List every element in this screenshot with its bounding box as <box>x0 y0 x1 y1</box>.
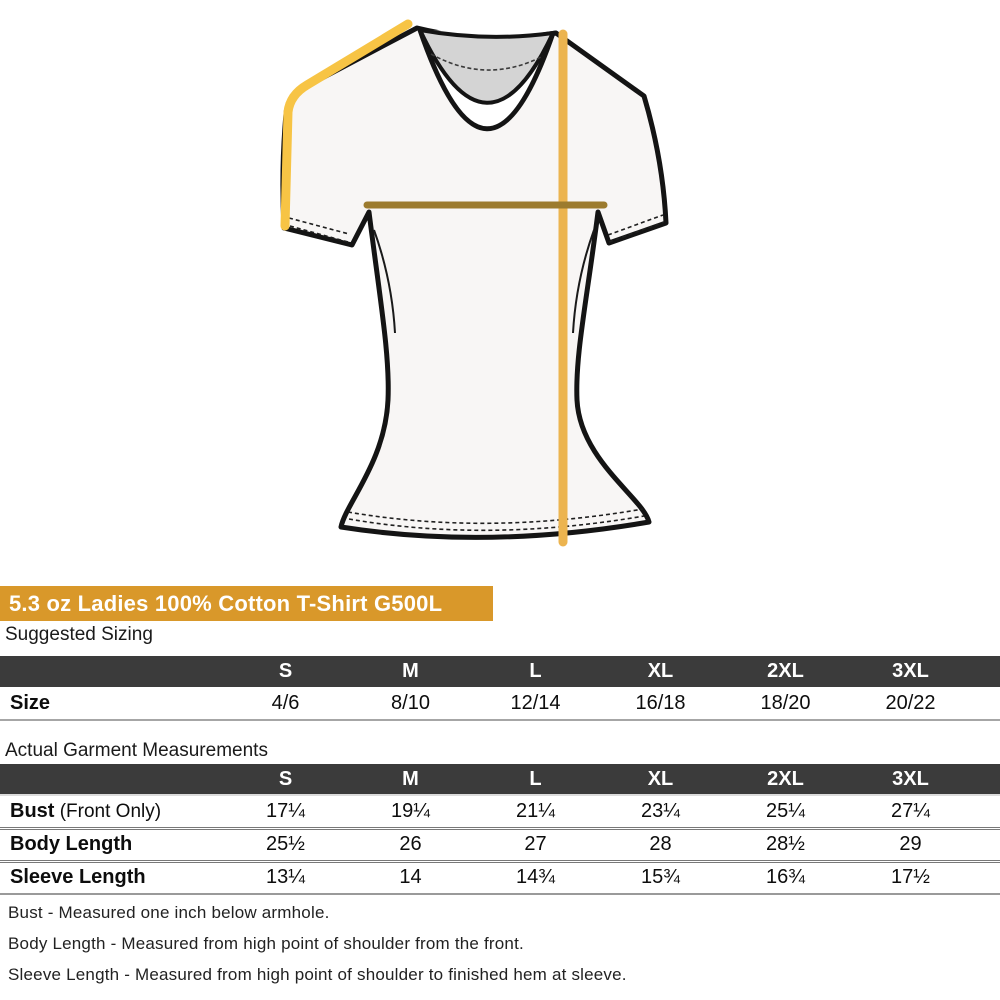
sleeve-length-row-label: Sleeve Length <box>0 861 223 894</box>
header-empty-cell <box>0 764 223 795</box>
bust-value: 21¼ <box>473 795 598 828</box>
sleeve-length-value: 15¾ <box>598 861 723 894</box>
bust-value: 23¼ <box>598 795 723 828</box>
size-value: 12/14 <box>473 687 598 720</box>
body-length-row-label: Body Length <box>0 828 223 861</box>
garment-measurements-table <box>0 764 1000 895</box>
column-header-s: S <box>223 656 348 687</box>
size-pad-cell <box>973 687 1000 720</box>
column-header-m: M <box>348 656 473 687</box>
column-header-m: M <box>348 764 473 795</box>
header-pad-cell <box>973 656 1000 687</box>
size-value: 8/10 <box>348 687 473 720</box>
column-header-3xl: 3XL <box>848 764 973 795</box>
sleeve-length-row <box>0 861 1000 894</box>
column-header-s: S <box>223 764 348 795</box>
size-value: 20/22 <box>848 687 973 720</box>
product-title-bar <box>0 586 493 621</box>
body-length-row <box>0 828 1000 861</box>
sleeve-length-value: 13¼ <box>223 861 348 894</box>
sleeve-length-footnote: Sleeve Length - Measured from high point of shoulder to finished hem at sleeve. <box>8 965 627 984</box>
bust-footnote: Bust - Measured one inch below armhole. <box>8 903 330 922</box>
header-pad-cell <box>973 764 1000 795</box>
size-value: 18/20 <box>723 687 848 720</box>
pad-cell <box>973 861 1000 894</box>
body-length-value: 28 <box>598 828 723 861</box>
bust-value: 27¼ <box>848 795 973 828</box>
column-header-xl: XL <box>598 764 723 795</box>
size-value: 16/18 <box>598 687 723 720</box>
pad-cell <box>973 795 1000 828</box>
sleeve-length-value: 14¾ <box>473 861 598 894</box>
column-header-2xl: 2XL <box>723 656 848 687</box>
size-header-row <box>0 656 1000 687</box>
bust-value: 25¼ <box>723 795 848 828</box>
garment-measurements-heading: Actual Garment Measurements <box>5 740 268 761</box>
bust-row-label-note: (Front Only) <box>54 800 162 822</box>
body-length-value: 25½ <box>223 828 348 861</box>
column-header-l: L <box>473 656 598 687</box>
column-header-2xl: 2XL <box>723 764 848 795</box>
bust-value: 19¼ <box>348 795 473 828</box>
sleeve-length-value: 17½ <box>848 861 973 894</box>
pad-cell <box>973 828 1000 861</box>
product-title: 5.3 oz Ladies 100% Cotton T-Shirt G500L <box>9 591 443 616</box>
body-length-value: 27 <box>473 828 598 861</box>
size-row-label: Size <box>0 687 223 720</box>
header-empty-cell <box>0 656 223 687</box>
body-length-footnote: Body Length - Measured from high point of shoulder from the front. <box>8 934 524 953</box>
size-value: 4/6 <box>223 687 348 720</box>
suggested-sizing-table <box>0 656 1000 721</box>
sleeve-length-value: 16¾ <box>723 861 848 894</box>
body-length-value: 26 <box>348 828 473 861</box>
body-length-value: 28½ <box>723 828 848 861</box>
size-row <box>0 687 1000 720</box>
measurements-header-row <box>0 764 1000 795</box>
column-header-xl: XL <box>598 656 723 687</box>
column-header-3xl: 3XL <box>848 656 973 687</box>
measurement-footnotes <box>8 903 627 996</box>
bust-value: 17¼ <box>223 795 348 828</box>
bust-row-label: Bust (Front Only) <box>0 795 223 828</box>
suggested-sizing-heading: Suggested Sizing <box>5 624 153 645</box>
column-header-l: L <box>473 764 598 795</box>
body-length-value: 29 <box>848 828 973 861</box>
sleeve-length-value: 14 <box>348 861 473 894</box>
bust-row <box>0 795 1000 828</box>
